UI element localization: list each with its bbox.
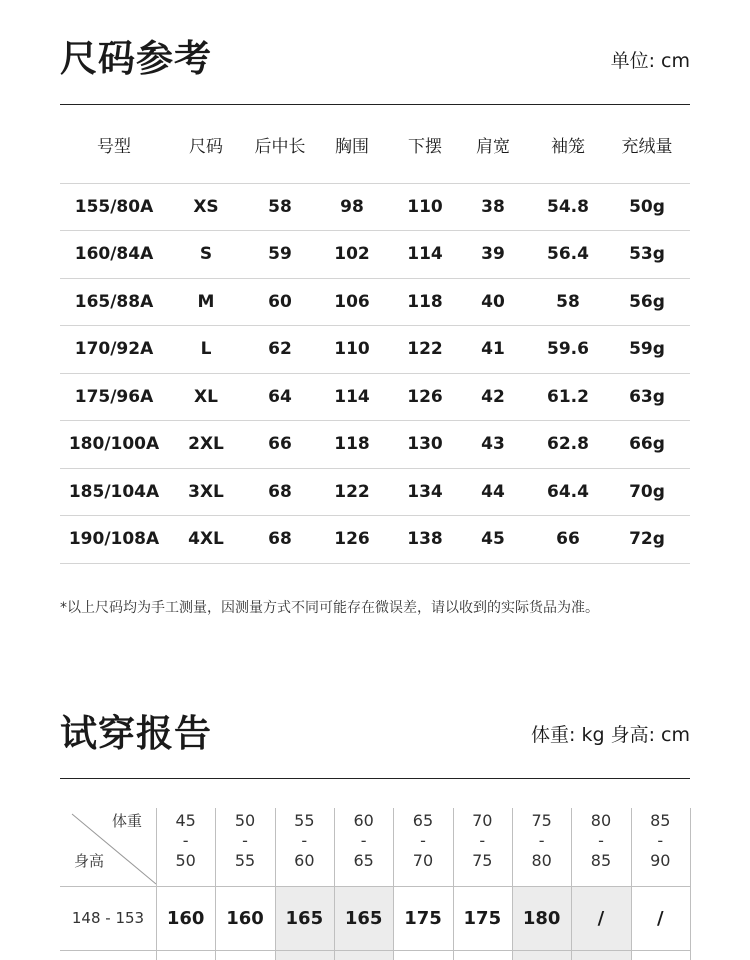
size-cell: 134 xyxy=(407,481,443,502)
size-cell: 72g xyxy=(629,529,665,549)
size-cell: 126 xyxy=(407,386,443,407)
size-header-cell: 肩宽 xyxy=(476,136,510,157)
weight-range-text: 70 xyxy=(412,851,434,870)
size-table-row xyxy=(60,183,690,231)
size-table-row xyxy=(60,421,690,469)
size-section-title: 尺码参考 xyxy=(60,37,212,80)
recommended-height-cell: 160 xyxy=(226,907,264,929)
weight-range-text: 90 xyxy=(650,851,671,870)
trial-unit-label: 体重: kg 身高: cm xyxy=(531,724,690,746)
weight-range-header xyxy=(453,808,512,889)
trial-report-grid xyxy=(60,808,690,960)
size-cell: 62.8 xyxy=(547,434,589,454)
weight-range-text: 60 xyxy=(353,811,374,830)
weight-range-text: - xyxy=(420,831,426,850)
weight-range-text: 85 xyxy=(650,811,671,830)
size-cell: 114 xyxy=(407,244,443,264)
size-cell: 180/100A xyxy=(68,434,160,454)
size-cell: 155/80A xyxy=(74,196,154,217)
size-cell: 170/92A xyxy=(74,339,154,359)
size-cell: S xyxy=(199,244,213,264)
size-table-row xyxy=(60,278,690,326)
size-cell: 59 xyxy=(268,244,292,264)
shaded-cell-bg xyxy=(275,950,334,960)
weight-range-text: 50 xyxy=(234,811,256,830)
size-cell: 66 xyxy=(268,434,292,454)
size-cell: 4XL xyxy=(188,529,224,549)
size-cell: 43 xyxy=(481,434,505,454)
size-cell: 66g xyxy=(629,434,665,454)
weight-range-text: - xyxy=(598,831,604,850)
size-cell: 126 xyxy=(334,529,370,549)
weight-range-text: - xyxy=(242,831,248,850)
size-cell: XS xyxy=(193,196,219,217)
recommended-height-cell: 165 xyxy=(344,907,383,929)
size-cell: 138 xyxy=(407,529,443,549)
size-cell: 42 xyxy=(481,386,505,407)
size-cell: 118 xyxy=(334,434,370,454)
grid-vertical-line xyxy=(690,808,691,960)
weight-range-text: 80 xyxy=(531,851,552,870)
size-cell: 175/96A xyxy=(74,386,154,407)
size-table-row xyxy=(60,468,690,516)
size-unit-label: 单位: cm xyxy=(610,50,690,72)
trial-title-divider xyxy=(60,778,690,779)
size-cell: 38 xyxy=(481,196,505,217)
size-cell: 45 xyxy=(481,529,505,549)
weight-range-header xyxy=(215,808,274,889)
size-table-row xyxy=(60,373,690,421)
weight-range-header xyxy=(334,808,393,889)
size-header-cell: 袖笼 xyxy=(551,136,585,157)
height-range-label: 148 - 153 xyxy=(71,909,145,927)
size-cell: 59.6 xyxy=(547,339,589,359)
size-cell: XL xyxy=(194,386,218,407)
size-table-row xyxy=(60,516,690,564)
size-cell: 66 xyxy=(556,529,580,549)
corner-weight-label: 体重 xyxy=(112,812,143,830)
weight-range-header xyxy=(275,808,334,889)
size-cell: M xyxy=(197,291,215,312)
size-table-row xyxy=(60,231,690,279)
weight-range-text: - xyxy=(538,831,545,850)
size-cell: 61.2 xyxy=(547,386,589,407)
size-cell: 44 xyxy=(481,481,505,502)
size-cell: 165/88A xyxy=(74,291,154,312)
weight-range-text: 50 xyxy=(175,851,196,870)
weight-range-text: 45 xyxy=(175,811,196,830)
weight-range-text: 55 xyxy=(234,851,256,870)
size-cell: 122 xyxy=(334,481,370,502)
size-cell: 185/104A xyxy=(68,481,160,502)
weight-range-header xyxy=(393,808,452,889)
weight-range-text: - xyxy=(360,831,367,850)
size-cell: 70g xyxy=(629,481,665,502)
shaded-cell-bg xyxy=(334,950,393,960)
weight-range-header xyxy=(631,808,690,889)
weight-range-text: 65 xyxy=(353,851,374,870)
size-cell: 63g xyxy=(629,386,665,407)
size-header-cell: 下摆 xyxy=(408,136,442,157)
weight-range-text: 85 xyxy=(590,851,612,870)
weight-range-header xyxy=(156,808,215,889)
weight-range-header xyxy=(571,808,630,889)
size-cell: 60 xyxy=(268,291,292,312)
size-cell: 118 xyxy=(407,291,443,312)
recommended-height-cell: 160 xyxy=(166,907,205,929)
recommended-height-cell: 175 xyxy=(463,907,502,929)
size-cell: 114 xyxy=(334,386,370,407)
size-cell: 59g xyxy=(629,339,665,359)
weight-range-text: - xyxy=(657,831,664,850)
weight-range-text: - xyxy=(301,831,308,850)
size-cell: 41 xyxy=(481,339,505,359)
size-cell: 40 xyxy=(481,291,505,312)
size-header-cell: 尺码 xyxy=(189,136,223,157)
size-table-row xyxy=(60,326,690,374)
size-cell: 64.4 xyxy=(547,481,589,502)
size-cell: 53g xyxy=(629,244,665,264)
shaded-cell-bg xyxy=(512,950,571,960)
size-cell: 2XL xyxy=(188,434,224,454)
size-cell: 190/108A xyxy=(68,529,160,549)
weight-range-text: 70 xyxy=(472,811,493,830)
size-cell: 56g xyxy=(629,291,665,312)
size-cell: 3XL xyxy=(188,481,224,502)
weight-range-text: 65 xyxy=(412,811,434,830)
trial-section-title: 试穿报告 xyxy=(60,712,212,755)
corner-height-label: 身高 xyxy=(74,852,105,870)
size-cell: 50g xyxy=(629,196,665,217)
size-header-cell: 充绒量 xyxy=(621,136,673,157)
recommended-height-cell: / xyxy=(597,907,605,929)
weight-range-text: - xyxy=(182,831,189,850)
size-cell: 64 xyxy=(268,386,292,407)
weight-range-text: 55 xyxy=(294,811,315,830)
size-cell: 110 xyxy=(407,196,443,217)
size-cell: 39 xyxy=(481,244,505,264)
size-header-cell: 胸围 xyxy=(335,136,369,157)
size-cell: 160/84A xyxy=(74,244,154,264)
recommended-height-cell: 175 xyxy=(404,907,442,929)
size-cell: 56.4 xyxy=(547,244,589,264)
size-cell: 58 xyxy=(556,291,580,312)
weight-range-text: 75 xyxy=(472,851,493,870)
size-cell: L xyxy=(200,339,212,359)
size-cell: 106 xyxy=(334,291,370,312)
recommended-height-cell: 180 xyxy=(522,907,561,929)
shaded-cell-bg xyxy=(571,950,630,960)
weight-range-header xyxy=(512,808,571,889)
size-cell: 110 xyxy=(334,339,370,359)
weight-range-text: - xyxy=(479,831,486,850)
weight-range-text: 60 xyxy=(294,851,315,870)
size-header-cell: 号型 xyxy=(97,136,131,157)
recommended-height-cell: 165 xyxy=(285,907,324,929)
size-cell: 102 xyxy=(334,244,370,264)
size-cell: 54.8 xyxy=(547,196,589,217)
weight-range-text: 75 xyxy=(531,811,552,830)
size-header-cell: 后中长 xyxy=(254,136,306,157)
weight-range-text: 80 xyxy=(590,811,612,830)
size-table-header xyxy=(60,105,690,184)
size-note: *以上尺码均为手工测量，因测量方式不同可能存在微误差，请以收到的实际货品为准。 xyxy=(60,600,599,616)
recommended-height-cell: / xyxy=(657,907,664,929)
size-cell: 58 xyxy=(268,196,292,217)
size-cell: 122 xyxy=(407,339,443,359)
size-cell: 98 xyxy=(340,196,364,217)
size-cell: 130 xyxy=(407,434,443,454)
size-cell: 62 xyxy=(268,339,292,359)
size-cell: 68 xyxy=(268,529,292,549)
size-cell: 68 xyxy=(268,481,292,502)
grid-horizontal-line xyxy=(60,950,690,951)
